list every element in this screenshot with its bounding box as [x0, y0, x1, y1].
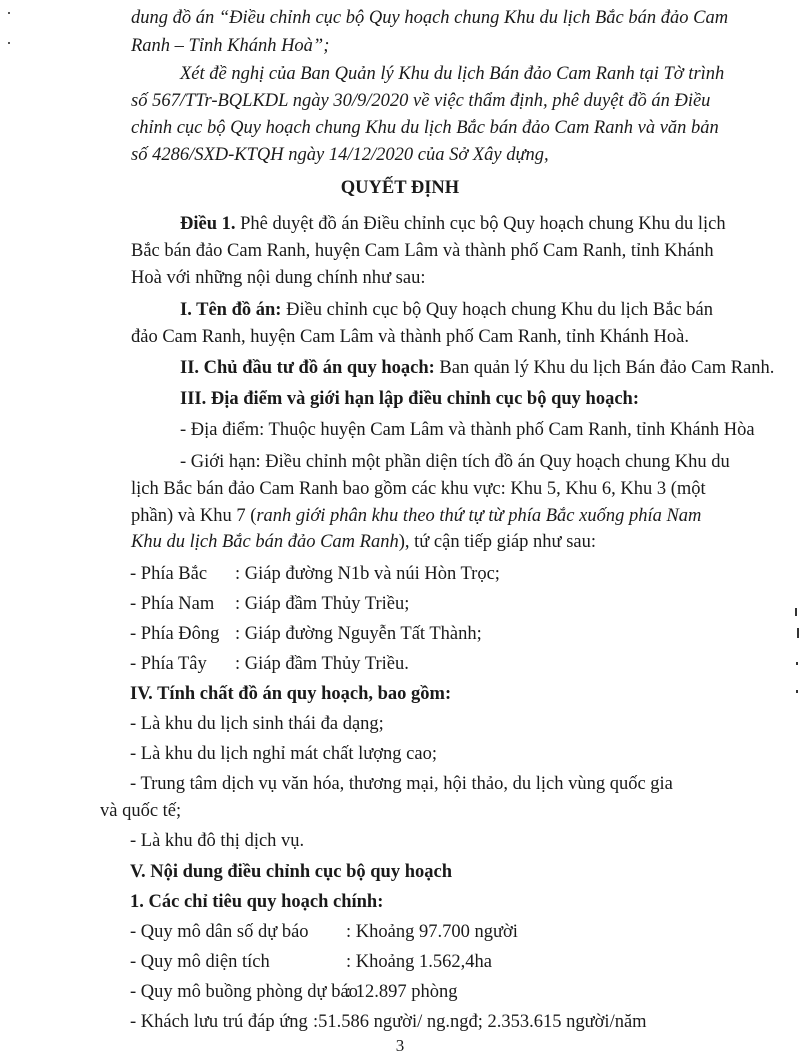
border-side: - Phía Tây: [130, 654, 207, 674]
limit-line: lịch Bắc bán đảo Cam Ranh bao gồm các khu vực: Khu 5, Khu 6, Khu 3 (một: [131, 479, 706, 499]
border-row: [130, 564, 500, 585]
article-1-line: Hoà với những nội dung chính như sau:: [131, 268, 426, 288]
section-4-item: - Trung tâm dịch vụ văn hóa, thương mại, hội thảo, du lịch vùng quốc gia: [130, 774, 673, 794]
page-number: 3: [395, 1036, 405, 1055]
border-side: - Phía Nam: [130, 594, 215, 614]
limit-line: [131, 506, 701, 527]
indicator-value: : Khoảng 97.700 người: [346, 922, 518, 942]
border-side: - Phía Bắc: [130, 564, 208, 584]
scan-speck: [8, 12, 10, 14]
section-4-item: - Là khu du lịch nghỉ mát chất lượng cao;: [130, 744, 437, 764]
limit-italic-text: Khu du lịch Bắc bán đảo Cam Ranh: [131, 532, 399, 552]
section-5-title: V. Nội dung điều chỉnh cục bộ quy hoạch: [130, 862, 452, 882]
border-value: : Giáp đường N1b và núi Hòn Trọc;: [235, 564, 500, 584]
section-4-item: và quốc tế;: [100, 801, 182, 821]
border-row: [130, 594, 409, 615]
limit-text: ), tứ cận tiếp giáp như sau:: [398, 532, 597, 552]
section-2-text: Ban quản lý Khu du lịch Bán đảo Cam Ranh.: [434, 358, 775, 378]
indicator-value: : Khoảng 1.562,4ha: [346, 952, 492, 972]
indicator-value: : 12.897 phòng: [346, 982, 458, 1002]
indicator-label: - Quy mô buồng phòng dự báo: [130, 982, 358, 1002]
intro-line: Ranh – Tỉnh Khánh Hoà”;: [131, 36, 330, 56]
article-1-text: Phê duyệt đồ án Điều chỉnh cục bộ Quy hoạch chung Khu du lịch: [235, 214, 726, 234]
intro-line: Xét đề nghị của Ban Quản lý Khu du lịch Bán đảo Cam Ranh tại Tờ trình: [180, 64, 725, 84]
limit-line: - Giới hạn: Điều chỉnh một phần diện tích đồ án Quy hoạch chung Khu du: [180, 452, 730, 472]
section-4-title: IV. Tính chất đồ án quy hoạch, bao gồm:: [130, 684, 452, 704]
intro-line: dung đồ án “Điều chỉnh cục bộ Quy hoạch chung Khu du lịch Bắc bán đảo Cam: [131, 8, 729, 28]
limit-italic-text: ranh giới phân khu theo thứ tự từ phía Bắc xuống phía Nam: [256, 506, 702, 526]
scan-edge-mark: [795, 608, 797, 616]
section-1-label: I. Tên đồ án:: [180, 300, 282, 320]
article-1-line: Bắc bán đảo Cam Ranh, huyện Cam Lâm và thành phố Cam Ranh, tỉnh Khánh: [131, 241, 714, 261]
limit-line: [131, 532, 596, 553]
indicator-row: [130, 922, 518, 943]
indicator-label: - Quy mô diện tích: [130, 952, 270, 972]
section-2-line: [180, 358, 774, 379]
indicator-value: :51.586 người/ ng.ngđ; 2.353.615 người/năm: [313, 1012, 647, 1032]
scan-edge-mark: [796, 662, 798, 665]
decision-heading: QUYẾT ĐỊNH: [340, 178, 460, 198]
section-4-item: - Là khu du lịch sinh thái đa dạng;: [130, 714, 384, 734]
section-4-item: - Là khu đô thị dịch vụ.: [130, 831, 305, 851]
section-1-line: đảo Cam Ranh, huyện Cam Lâm và thành phố Cam Ranh, tỉnh Khánh Hoà.: [131, 327, 689, 347]
intro-line: chỉnh cục bộ Quy hoạch chung Khu du lịch Bắc bán đảo Cam Ranh và văn bản: [131, 118, 719, 138]
indicator-label: - Khách lưu trú đáp ứng: [130, 1012, 308, 1032]
scan-edge-mark: [796, 690, 798, 693]
indicator-label: - Quy mô dân số dự báo: [130, 922, 309, 942]
indicator-row: [130, 952, 492, 973]
intro-line: số 567/TTr-BQLKDL ngày 30/9/2020 về việc thẩm định, phê duyệt đồ án Điều: [131, 91, 711, 111]
border-side: - Phía Đông: [130, 624, 220, 644]
border-value: : Giáp đầm Thủy Triều;: [235, 594, 410, 614]
border-row: [130, 624, 482, 645]
article-1-label: Điều 1.: [180, 214, 236, 234]
limit-text: phần) và Khu 7 (: [131, 506, 257, 526]
section-3-title: III. Địa điểm và giới hạn lập điều chỉnh cục bộ quy hoạch:: [180, 389, 639, 409]
location-line: - Địa điểm: Thuộc huyện Cam Lâm và thành phố Cam Ranh, tỉnh Khánh Hòa: [180, 420, 755, 440]
section-1-line: [180, 300, 713, 321]
article-1-line: [180, 214, 726, 235]
indicator-row: [130, 1012, 647, 1033]
border-value: : Giáp đầm Thủy Triều.: [235, 654, 409, 674]
border-row: [130, 654, 409, 675]
section-1-text: Điều chỉnh cục bộ Quy hoạch chung Khu du lịch Bắc bán: [281, 300, 714, 320]
section-5-sub1-title: 1. Các chỉ tiêu quy hoạch chính:: [130, 892, 384, 912]
intro-line: số 4286/SXD-KTQH ngày 14/12/2020 của Sở Xây dựng,: [131, 145, 549, 165]
scan-edge-mark: [797, 628, 799, 638]
section-2-label: II. Chủ đầu tư đồ án quy hoạch:: [180, 358, 435, 378]
indicator-row: [130, 982, 458, 1003]
border-value: : Giáp đường Nguyễn Tất Thành;: [235, 624, 482, 644]
scan-speck: [8, 42, 10, 44]
